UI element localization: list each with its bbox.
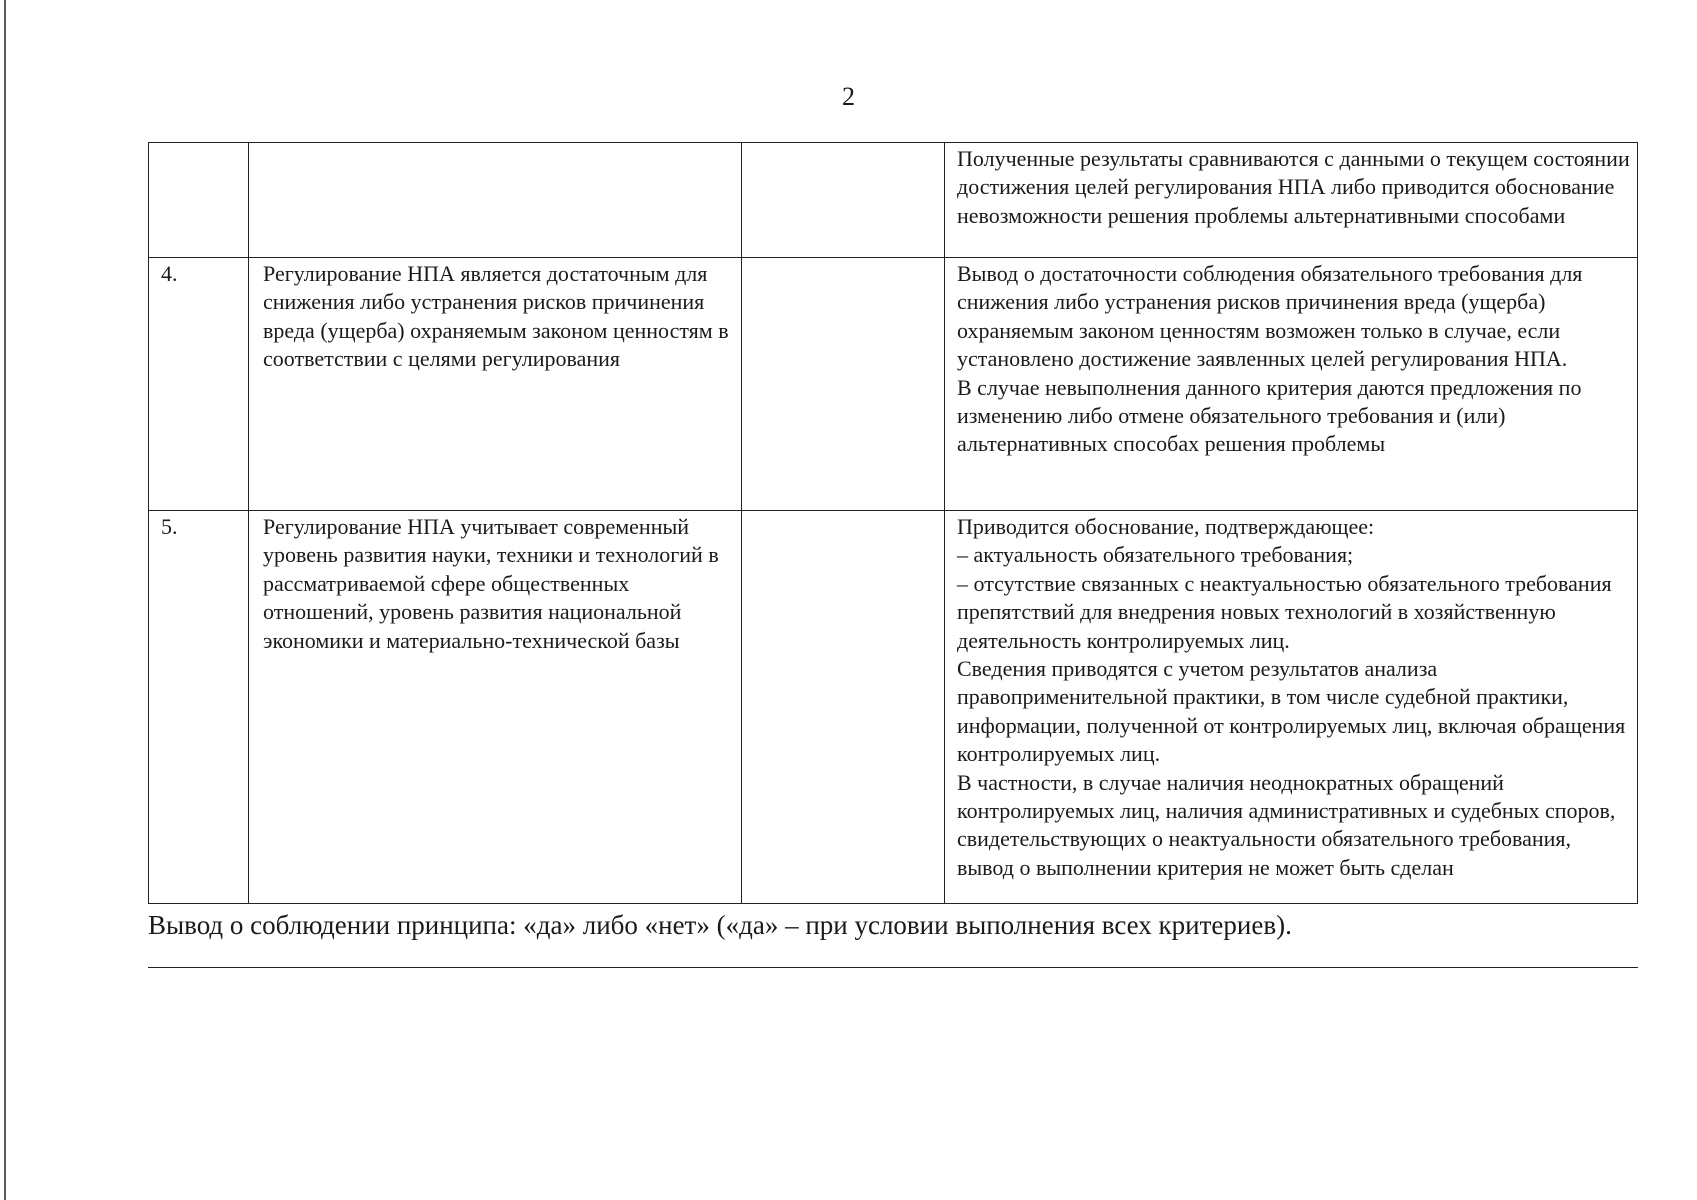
- table-row: [149, 258, 1638, 511]
- mid-text: [742, 511, 944, 513]
- criterion-cell: [249, 143, 742, 258]
- description-cell: [945, 143, 1638, 258]
- mid-text: [742, 258, 944, 260]
- description-paragraph: Вывод о достаточности соблюдения обязательного требования для снижения либо устранения рисков причинения вреда (ущерба) охраняемым законом ценностям возможен только в случае, если установлено достижение заявленных целей регулирования НПА.: [957, 261, 1583, 372]
- description-cell: [945, 511, 1638, 904]
- description-paragraph: – отсутствие связанных с неактуальностью обязательного требования препятствий для внедрения новых технологий в хозяйственную деятельность контролируемых лиц.: [957, 570, 1612, 653]
- row-number-cell: [149, 143, 249, 258]
- criterion-cell: [249, 511, 742, 904]
- criteria-table: [148, 142, 1638, 904]
- criterion-text: Регулирование НПА является достаточным для снижения либо устранения рисков причинения вреда (ущерба) охраняемым законом ценностям в соответствии с целями регулирования: [263, 261, 729, 372]
- description-paragraph: Полученные результаты сравниваются с данными о текущем состоянии достижения целей регулирования НПА либо приводится обоснование невозможности решения проблемы альтернативными способами: [957, 146, 1630, 228]
- empty-cell: [742, 258, 945, 511]
- principle-conclusion: Вывод о соблюдении принципа: «да» либо «нет» («да» – при условии выполнения всех критериев).: [148, 910, 1292, 940]
- description-paragraph: В частности, в случае наличия неоднократных обращений контролируемых лиц, наличия административных и судебных споров, свидетельствующих о неактуальности обязательного требования, вывод о выполнении критерия не может быть сделан: [957, 769, 1616, 880]
- table-row: [149, 511, 1638, 904]
- empty-cell: [742, 143, 945, 258]
- table-row: [149, 143, 1638, 258]
- row-number-cell: [149, 511, 249, 904]
- description-paragraph: Приводится обоснование, подтверждающее:: [957, 514, 1375, 539]
- description-paragraph: Сведения приводятся с учетом результатов анализа правоприменительной практики, в том числе судебной практики, информации, полученной от контролируемых лиц, включая обращения контролируемых лиц.: [957, 656, 1626, 767]
- description-paragraph: – актуальность обязательного требования;: [957, 542, 1354, 568]
- mid-text: [742, 143, 944, 145]
- criterion-text: [249, 143, 741, 145]
- empty-cell: [742, 511, 945, 904]
- criterion-cell: [249, 258, 742, 511]
- description-cell: [945, 258, 1638, 511]
- scan-edge: [4, 0, 6, 1200]
- page-number: 2: [842, 82, 855, 111]
- signature-line: [148, 967, 1638, 968]
- row-number-cell: [149, 258, 249, 511]
- row-number: [149, 143, 248, 145]
- row-number: 5.: [161, 514, 178, 539]
- description-paragraph: В случае невыполнения данного критерия даются предложения по изменению либо отмене обязательного требования и (или) альтернативных способах решения проблемы: [957, 374, 1582, 457]
- row-number: 4.: [161, 261, 178, 286]
- criterion-text: Регулирование НПА учитывает современный уровень развития науки, техники и технологий в рассматриваемой сфере общественных отношений, уровень развития национальной экономики и материально-технической базы: [263, 514, 719, 653]
